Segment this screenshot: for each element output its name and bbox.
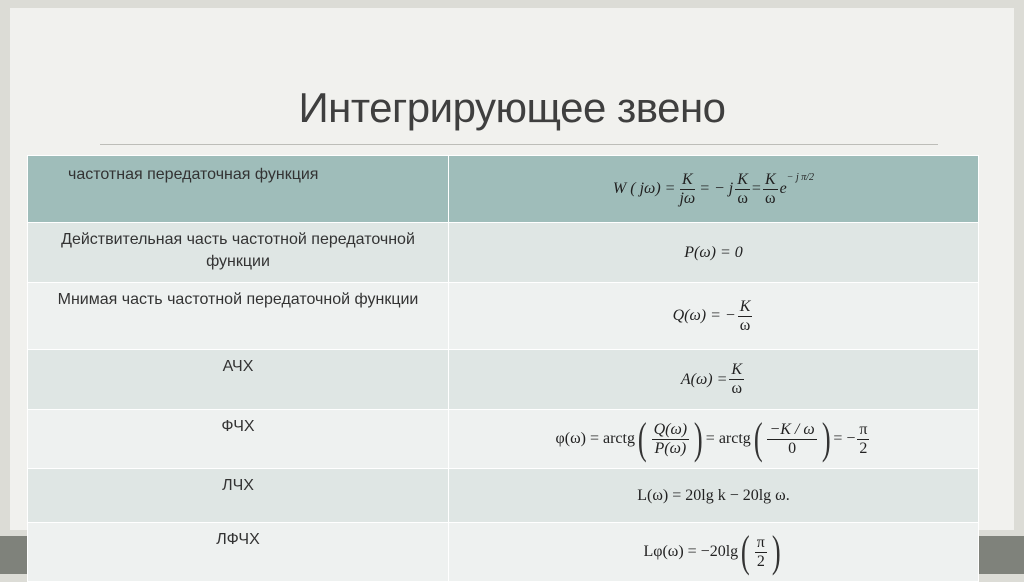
row-label: ФЧХ [28, 410, 449, 469]
table-row [28, 350, 979, 410]
row-label: ЛЧХ [28, 469, 449, 523]
table-row [28, 283, 979, 350]
row-label: Действительная часть частотной передаточной функции [28, 223, 449, 283]
row-label: ЛФЧХ [28, 523, 449, 582]
table-row [28, 156, 979, 223]
formula-transfer-function: W ( jω) = $\frac{K}{j\omega}$ = − j $\frac{K}{\omega}$ = $\frac{K}{\omega}$ e − j π/2 [449, 156, 979, 223]
formula-log-phase: Lφ(ω) = −20lg ( π 2 ) [449, 523, 979, 582]
row-label: частотная передаточная функция [28, 156, 449, 223]
properties-table [27, 155, 979, 582]
formula-imaginary-part: Q(ω) = − $\frac{K}{\omega}$ [449, 283, 979, 350]
formula-amplitude: A(ω) = $\frac{K}{\omega}$ [449, 350, 979, 410]
table-row [28, 469, 979, 523]
formula-log-amplitude: L(ω) = 20lg k − 20lg ω. [449, 469, 979, 523]
table-row [28, 223, 979, 283]
table-row [28, 410, 979, 469]
formula-real-part: P(ω) = 0 [449, 223, 979, 283]
page-title: Интегрирующее звено [298, 84, 726, 131]
row-label: АЧХ [28, 350, 449, 410]
row-label: Мнимая часть частотной передаточной функции [28, 283, 449, 350]
formula-phase: φ(ω) = arctg ( Q(ω) P(ω) ) = arctg ( −K / ω 0 ) = − $\frac{\pi}{2}$ [449, 410, 979, 469]
title-divider [100, 144, 938, 145]
table-row [28, 523, 979, 582]
